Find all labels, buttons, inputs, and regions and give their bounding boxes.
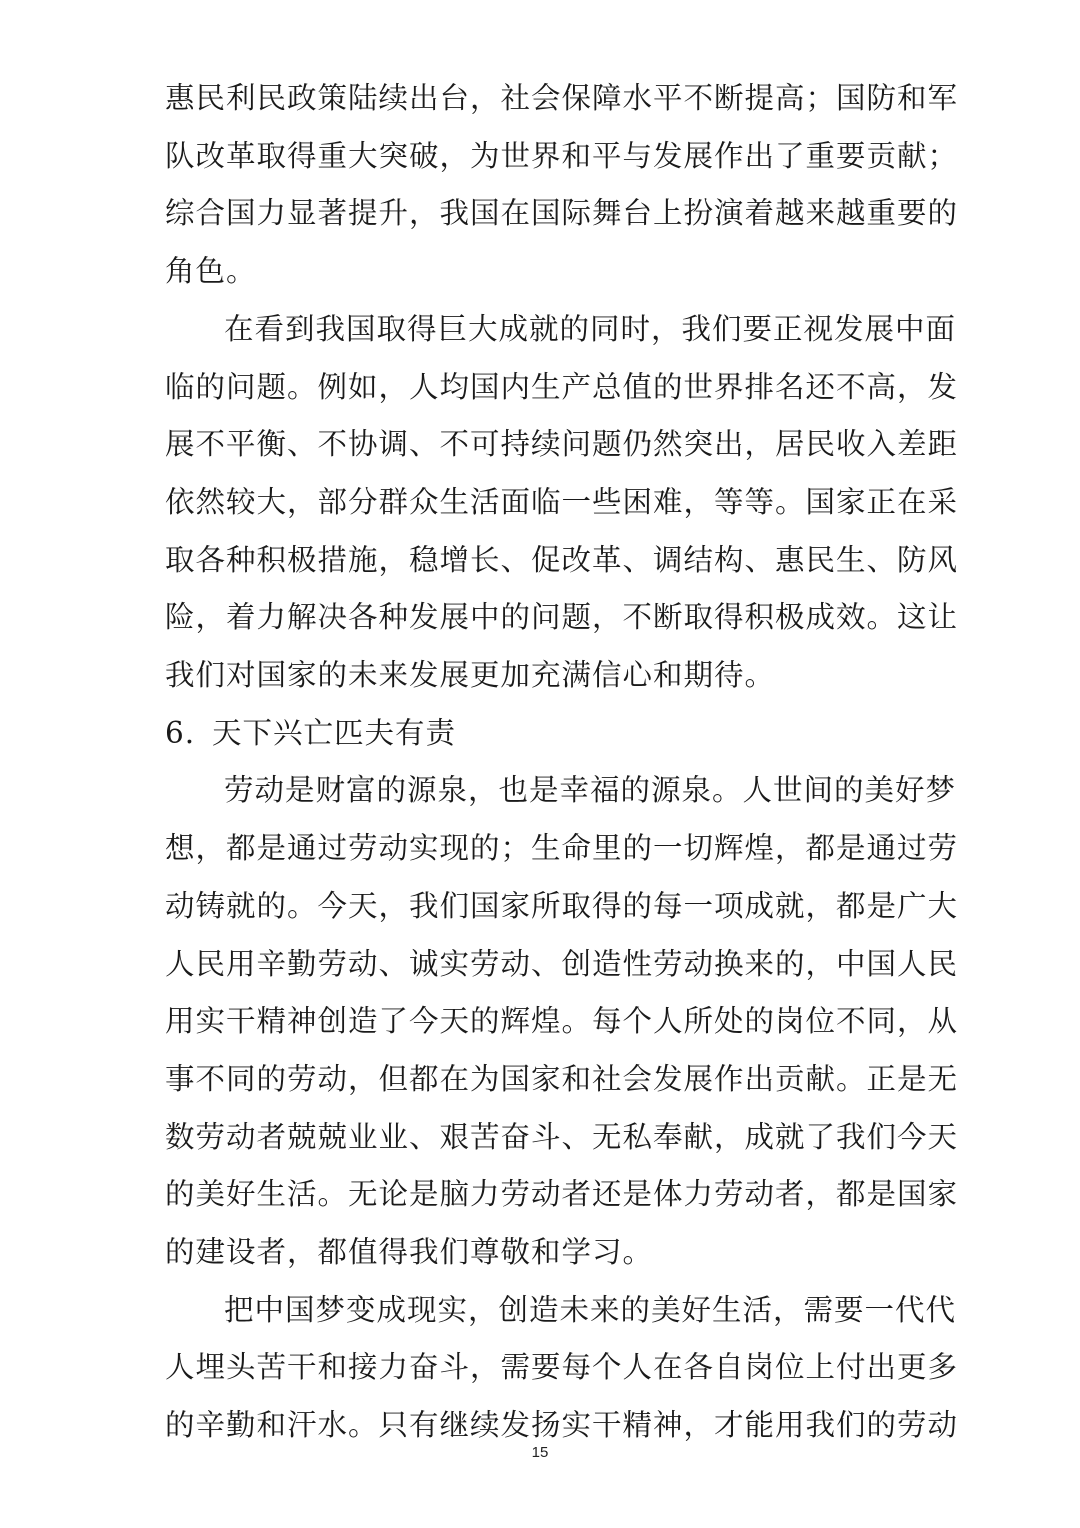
- text-line: 的建设者，都值得我们尊敬和学习。: [165, 1235, 654, 1269]
- page-number: 15: [531, 1444, 549, 1461]
- section-number: 6.: [165, 716, 196, 750]
- text-line: 险，着力解决各种发展中的问题，不断取得积极成效。这让: [165, 600, 959, 634]
- text-line: 想，都是通过劳动实现的；生命里的一切辉煌，都是通过劳: [165, 831, 959, 865]
- text-line: 的辛勤和汗水。只有继续发扬实干精神，才能用我们的劳动: [165, 1408, 959, 1442]
- text-line: 取各种积极措施，稳增长、促改革、调结构、惠民生、防风: [165, 543, 959, 577]
- text-line: 事不同的劳动，但都在为国家和社会发展作出贡献。正是无: [165, 1062, 959, 1096]
- text-line: 把中国梦变成现实，创造未来的美好生活，需要一代代: [224, 1293, 957, 1327]
- text-line: 动铸就的。今天，我们国家所取得的每一项成就，都是广大: [165, 889, 959, 923]
- text-line: 角色。: [165, 254, 257, 288]
- text-line: 队改革取得重大突破，为世界和平与发展作出了重要贡献；: [165, 139, 959, 173]
- section-title: 天下兴亡匹夫有责: [212, 716, 457, 750]
- text-line: 用实干精神创造了今天的辉煌。每个人所处的岗位不同，从: [165, 1004, 959, 1038]
- text-line: 人民用辛勤劳动、诚实劳动、创造性劳动换来的，中国人民: [165, 947, 959, 981]
- text-line: 我们对国家的未来发展更加充满信心和期待。: [165, 658, 776, 692]
- text-line: 展不平衡、不协调、不可持续问题仍然突出，居民收入差距: [165, 427, 959, 461]
- text-line: 综合国力显著提升，我国在国际舞台上扮演着越来越重要的: [165, 196, 959, 230]
- text-line: 的美好生活。无论是脑力劳动者还是体力劳动者，都是国家: [165, 1177, 959, 1211]
- text-line: 依然较大，部分群众生活面临一些困难，等等。国家正在采: [165, 485, 959, 519]
- text-line: 劳动是财富的源泉，也是幸福的源泉。人世间的美好梦: [224, 773, 957, 807]
- text-line: 在看到我国取得巨大成就的同时，我们要正视发展中面: [224, 312, 957, 346]
- text-line: 人埋头苦干和接力奋斗，需要每个人在各自岗位上付出更多: [165, 1350, 959, 1384]
- text-line: 临的问题。例如，人均国内生产总值的世界排名还不高，发: [165, 370, 959, 404]
- text-line: 惠民利民政策陆续出台，社会保障水平不断提高；国防和军: [165, 81, 959, 115]
- section-heading: [165, 705, 456, 761]
- text-line: 数劳动者兢兢业业、艰苦奋斗、无私奉献，成就了我们今天: [165, 1120, 959, 1154]
